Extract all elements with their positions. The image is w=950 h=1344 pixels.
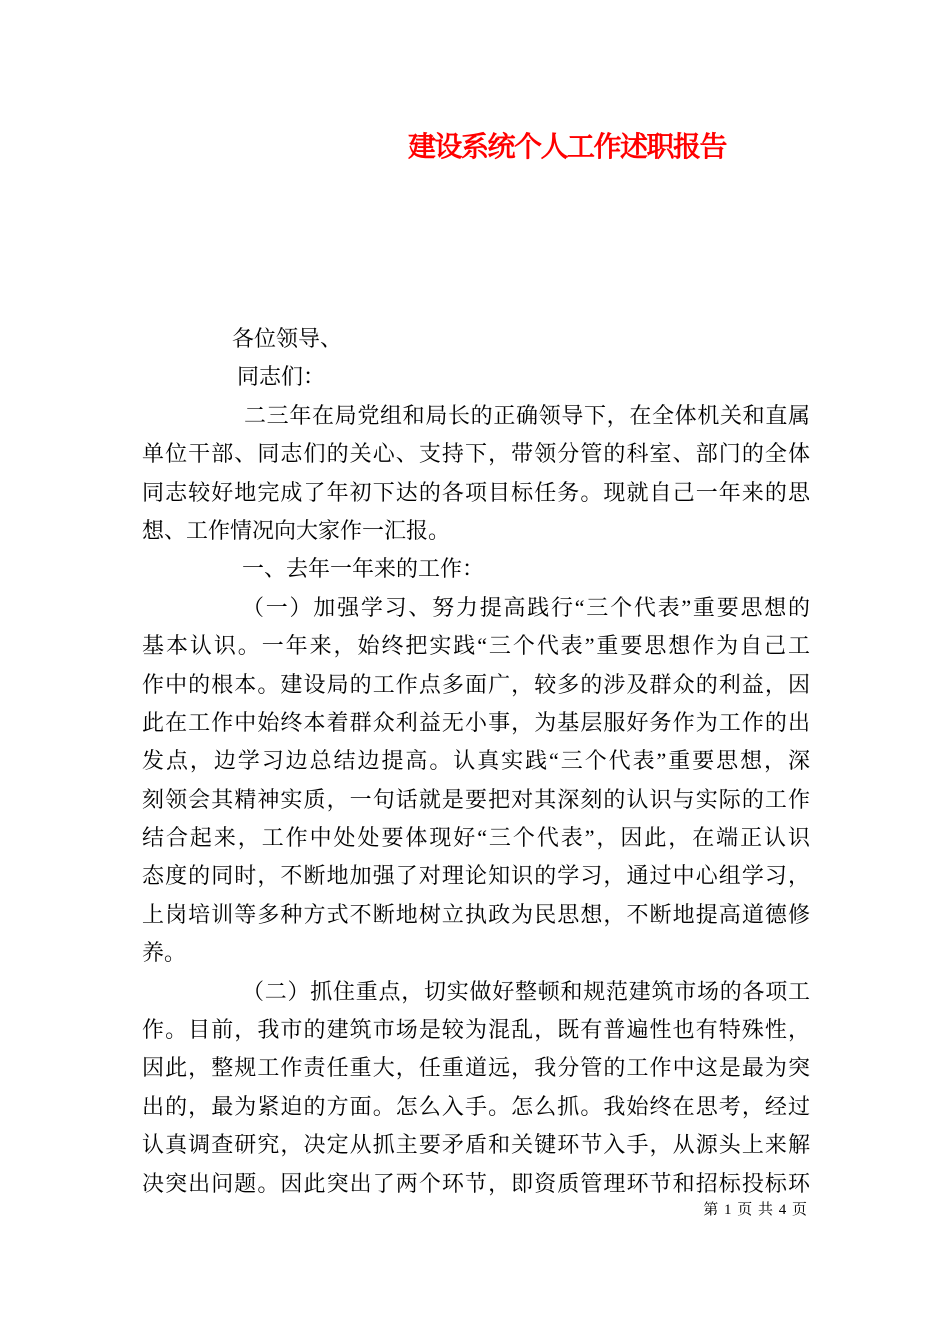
text-line: （一）加强学习、努力提高践行“三个代表”重要思想的 <box>242 594 810 620</box>
text-line: 刻领会其精神实质，一句话就是要把对其深刻的认识与实际的工作 <box>142 786 810 812</box>
text-line: 作。目前，我市的建筑市场是较为混乱，既有普遍性也有特殊性， <box>142 1017 810 1043</box>
document-title: 建设系统个人工作述职报告 <box>408 131 727 162</box>
text-line: 态度的同时，不断地加强了对理论知识的学习，通过中心组学习， <box>142 863 810 889</box>
text-line: 出的，最为紧迫的方面。怎么入手。怎么抓。我始终在思考，经过 <box>142 1093 810 1119</box>
text-line: 决突出问题。因此突出了两个环节，即资质管理环节和招标投标环 <box>142 1170 810 1196</box>
text-line: 同志们： <box>237 364 326 390</box>
text-line: 上岗培训等多种方式不断地树立执政为民思想，不断地提高道德修 <box>142 901 810 927</box>
text-line: 结合起来，工作中处处要体现好“三个代表”，因此，在端正认识 <box>142 825 810 851</box>
text-line: 一、去年一年来的工作： <box>242 556 485 582</box>
text-line: 养。 <box>142 940 187 966</box>
text-line: 同志较好地完成了年初下达的各项目标任务。现就自己一年来的思 <box>142 479 810 505</box>
text-line: 二三年在局党组和局长的正确领导下，在全体机关和直属 <box>244 402 810 428</box>
text-line: 发点，边学习边总结边提高。认真实践“三个代表”重要思想，深 <box>142 748 810 774</box>
document-body <box>142 320 810 1203</box>
page-number-footer: 第 1 页 共 4 页 <box>703 1202 808 1218</box>
text-line: （二）抓住重点，切实做好整顿和规范建筑市场的各项工 <box>242 978 810 1004</box>
text-line: 各位领导、 <box>232 326 343 351</box>
text-line: 认真调查研究，决定从抓主要矛盾和关键环节入手，从源头上来解 <box>142 1132 810 1158</box>
text-line: 此在工作中始终本着群众利益无小事，为基层服好务作为工作的出 <box>142 709 810 735</box>
text-line: 因此，整规工作责任重大，任重道远，我分管的工作中这是最为突 <box>142 1055 810 1081</box>
text-line: 单位干部、同志们的关心、支持下，带领分管的科室、部门的全体 <box>142 441 810 467</box>
text-line: 基本认识。一年来，始终把实践“三个代表”重要思想作为自己工 <box>142 633 810 659</box>
text-line: 想、工作情况向大家作一汇报。 <box>142 517 451 543</box>
text-line: 作中的根本。建设局的工作点多面广，较多的涉及群众的利益，因 <box>142 671 810 697</box>
